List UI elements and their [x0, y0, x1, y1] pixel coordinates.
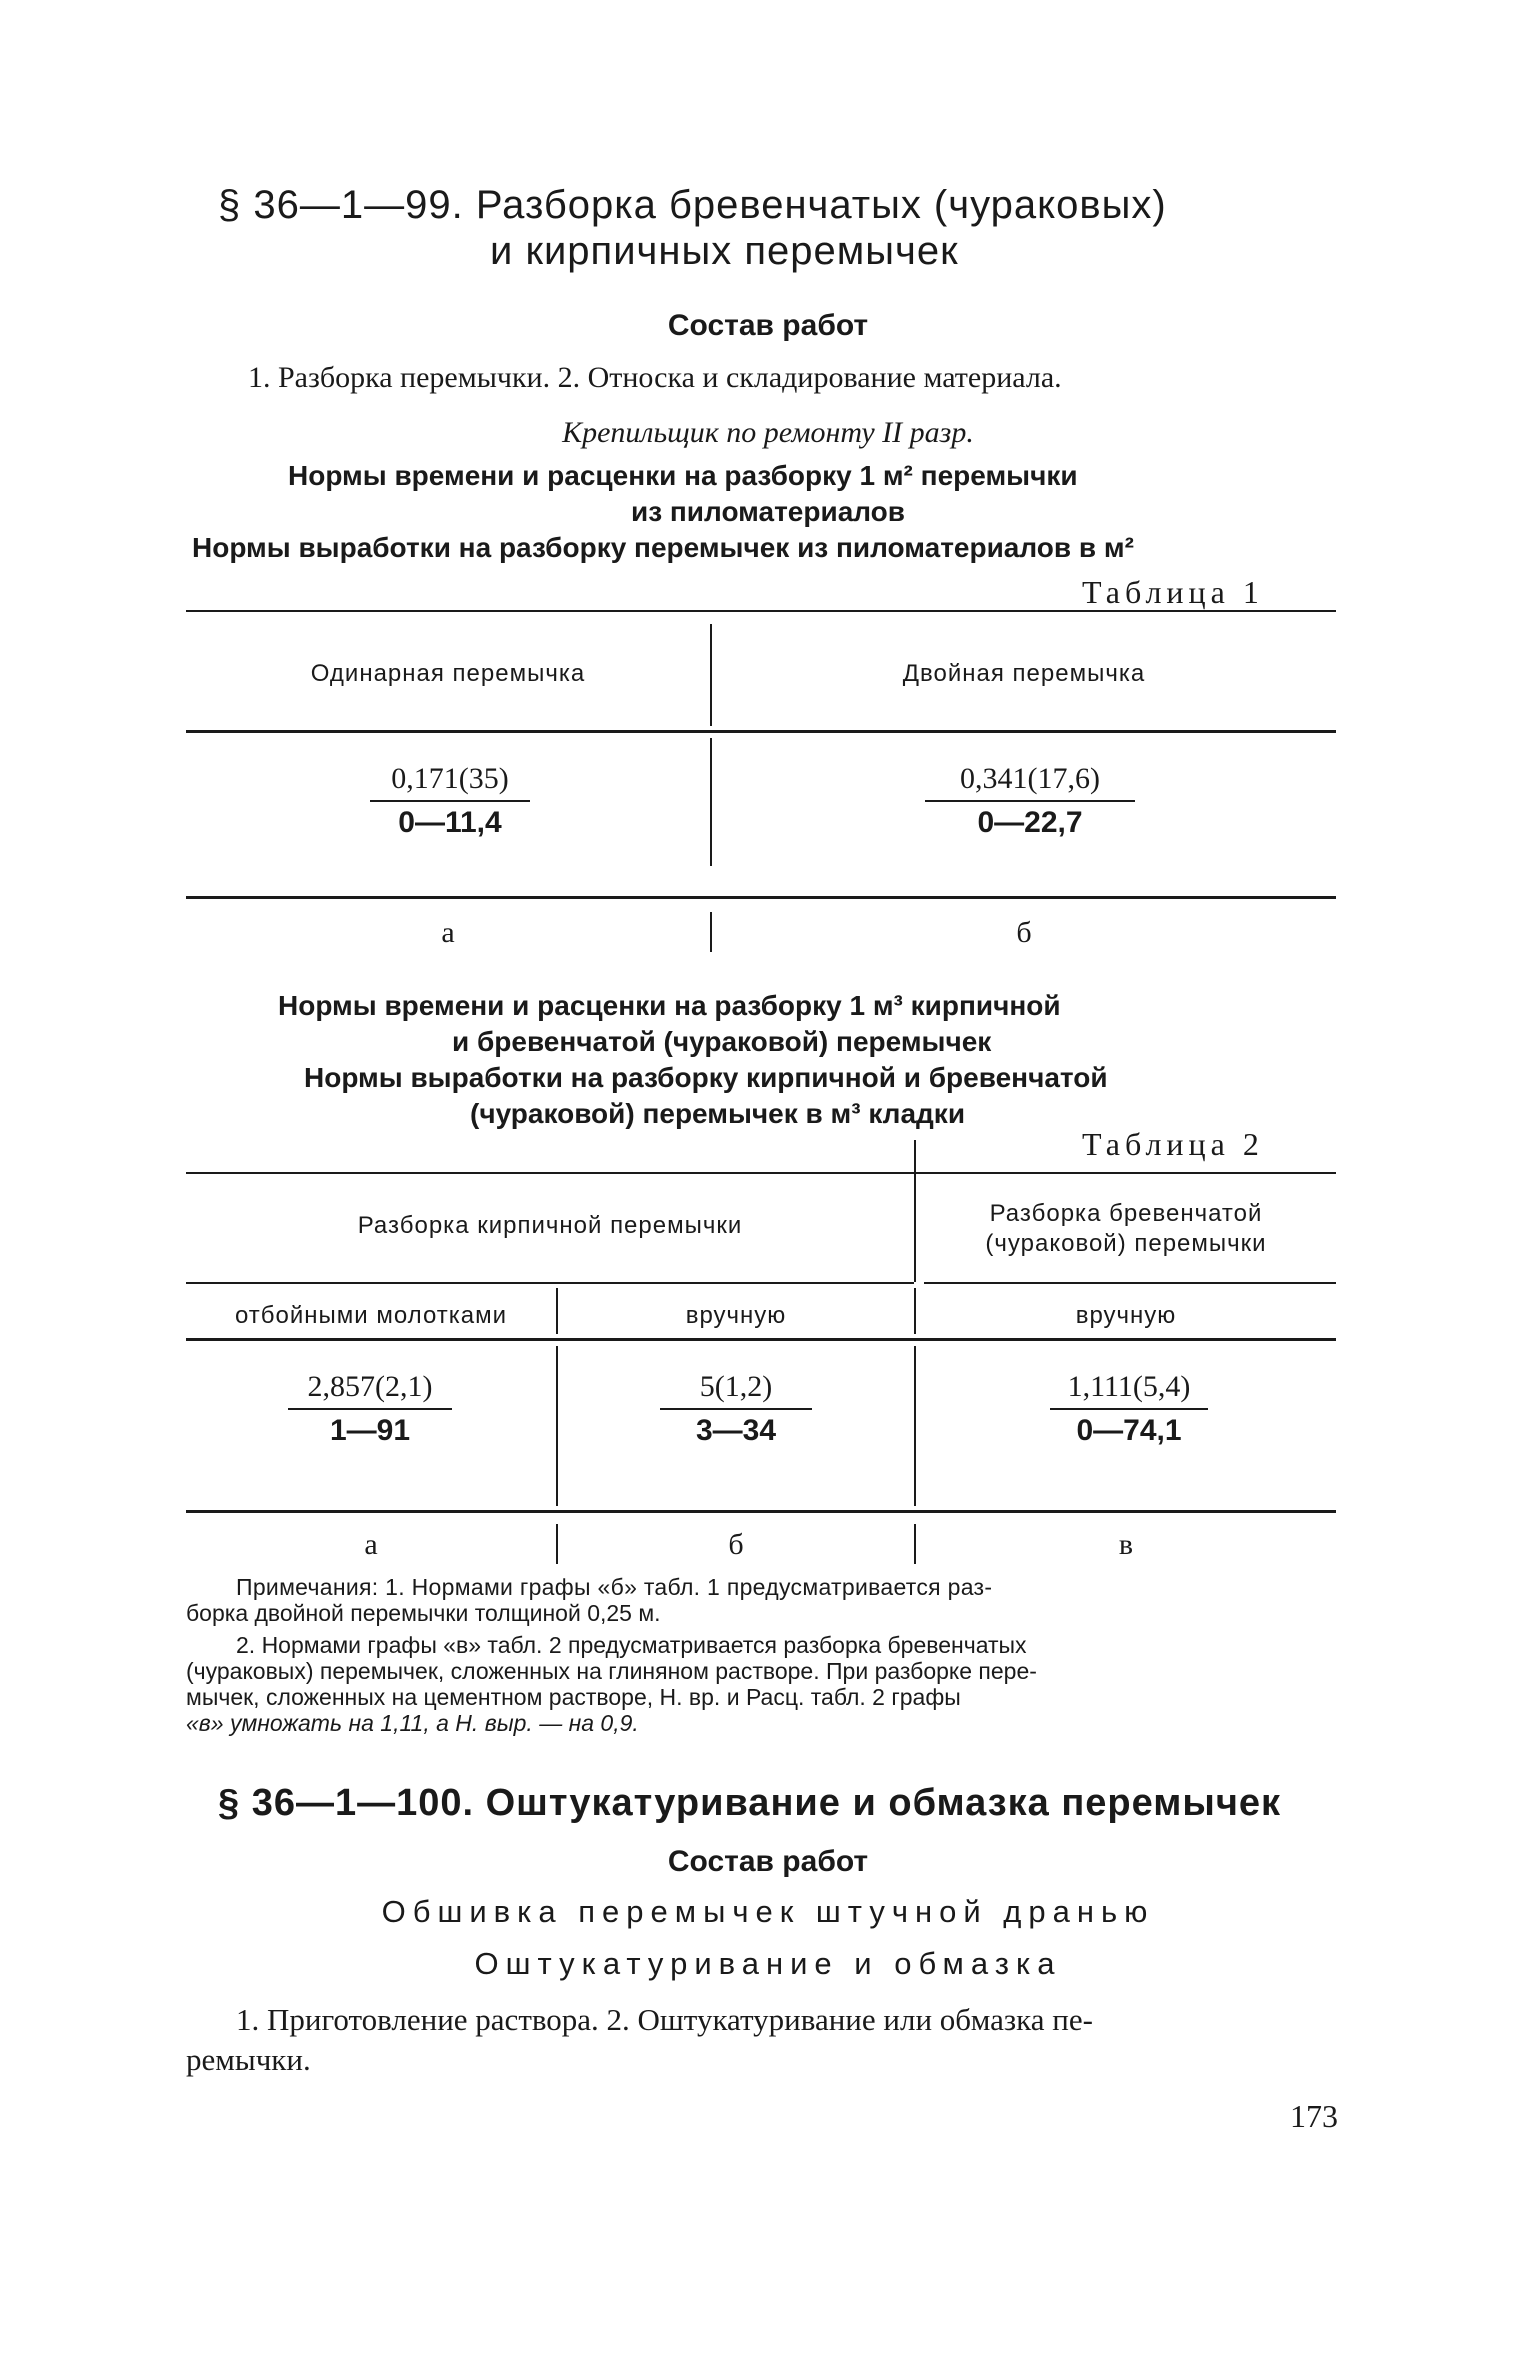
- note-line-5: мычек, сложенных на цементном растворе, Н. вр. и Расц. табл. 2 графы: [186, 1684, 961, 1710]
- table-2-col-letter-b: б: [728, 1528, 744, 1561]
- table-1-header-double: Двойная перемычка: [902, 660, 1146, 687]
- section2-composition-heading: Состав работ: [667, 1845, 869, 1878]
- section2-sub1: Обшивка перемычек штучной дранью: [381, 1894, 1155, 1929]
- section2-sub2: Оштукатуривание и обмазка: [474, 1946, 1062, 1981]
- table-1-header-single: Одинарная перемычка: [310, 660, 586, 687]
- note-line-3: 2. Нормами графы «в» табл. 2 предусматривается разборка бревенчатых: [236, 1632, 1027, 1658]
- section-title-line2: и кирпичных перемычек: [490, 229, 959, 273]
- note-line-2: борка двойной перемычки толщиной 0,25 м.: [186, 1600, 661, 1626]
- table-1-cell-b: 0,341(17,6) 0—22,7: [925, 762, 1135, 840]
- table-2-sub-hammers: отбойными молотками: [234, 1302, 508, 1329]
- table-1-col-letter-b: б: [1016, 916, 1032, 949]
- norms2-line-1: Нормы времени и расценки на разборку 1 м³ кирпичной: [278, 990, 1061, 1021]
- note-line-1: Примечания: 1. Нормами графы «б» табл. 1 предусматривается раз-: [236, 1574, 993, 1600]
- worker-line: Крепильщик по ремонту II разр.: [562, 416, 974, 449]
- section2-text-line2: ремычки.: [186, 2042, 311, 2077]
- section-title-line1: § 36—1—99. Разборка бревенчатых (чураковых): [218, 183, 1167, 227]
- norms-line-2: из пиломатериалов: [630, 496, 905, 527]
- composition-heading: Состав работ: [667, 309, 869, 342]
- page-number: 173: [1290, 2098, 1338, 2134]
- table-2-sub-manual-2: вручную: [1075, 1302, 1177, 1329]
- table-2-cell-b: 5(1,2) 3—34: [660, 1370, 812, 1448]
- table-1-cell-a: 0,171(35) 0—11,4: [370, 762, 530, 840]
- table-2-col-letter-c: в: [1118, 1528, 1134, 1561]
- note-line-6: «в» умножать на 1,11, а Н. выр. — на 0,9.: [186, 1710, 639, 1736]
- norms-line-3: Нормы выработки на разборку перемычек из пиломатериалов в м²: [192, 532, 1134, 563]
- table-2-header-log-2: (чураковой) перемычки: [985, 1230, 1267, 1257]
- note-line-4: (чураковых) перемычек, сложенных на глиняном растворе. При разборке пере-: [186, 1658, 1037, 1684]
- table-2-sub-manual-1: вручную: [685, 1302, 787, 1329]
- table-2-label: Таблица 2: [1082, 1126, 1264, 1162]
- table-2-header-log-1: Разборка бревенчатой: [989, 1200, 1263, 1227]
- table-2-header-brick: Разборка кирпичной перемычки: [357, 1212, 743, 1239]
- section2-text-line1: 1. Приготовление раствора. 2. Оштукатуривание или обмазка пе-: [236, 2002, 1093, 2037]
- norms-line-1: Нормы времени и расценки на разборку 1 м² перемычки: [288, 460, 1078, 491]
- table-2-cell-a: 2,857(2,1) 1—91: [288, 1370, 452, 1448]
- table-1-label: Таблица 1: [1082, 574, 1264, 610]
- table-2-cell-c: 1,111(5,4) 0—74,1: [1050, 1370, 1208, 1448]
- table-1-col-letter-a: а: [441, 916, 455, 949]
- section2-title: § 36—1—100. Оштукатуривание и обмазка перемычек: [218, 1782, 1282, 1824]
- table-2-col-letter-a: а: [364, 1528, 378, 1561]
- norms2-line-2: и бревенчатой (чураковой) перемычек: [452, 1026, 992, 1057]
- norms2-line-3: Нормы выработки на разборку кирпичной и бревенчатой: [304, 1062, 1108, 1093]
- norms2-line-4: (чураковой) перемычек в м³ кладки: [470, 1098, 966, 1129]
- composition-text: 1. Разборка перемычки. 2. Относка и складирование материала.: [248, 361, 1062, 394]
